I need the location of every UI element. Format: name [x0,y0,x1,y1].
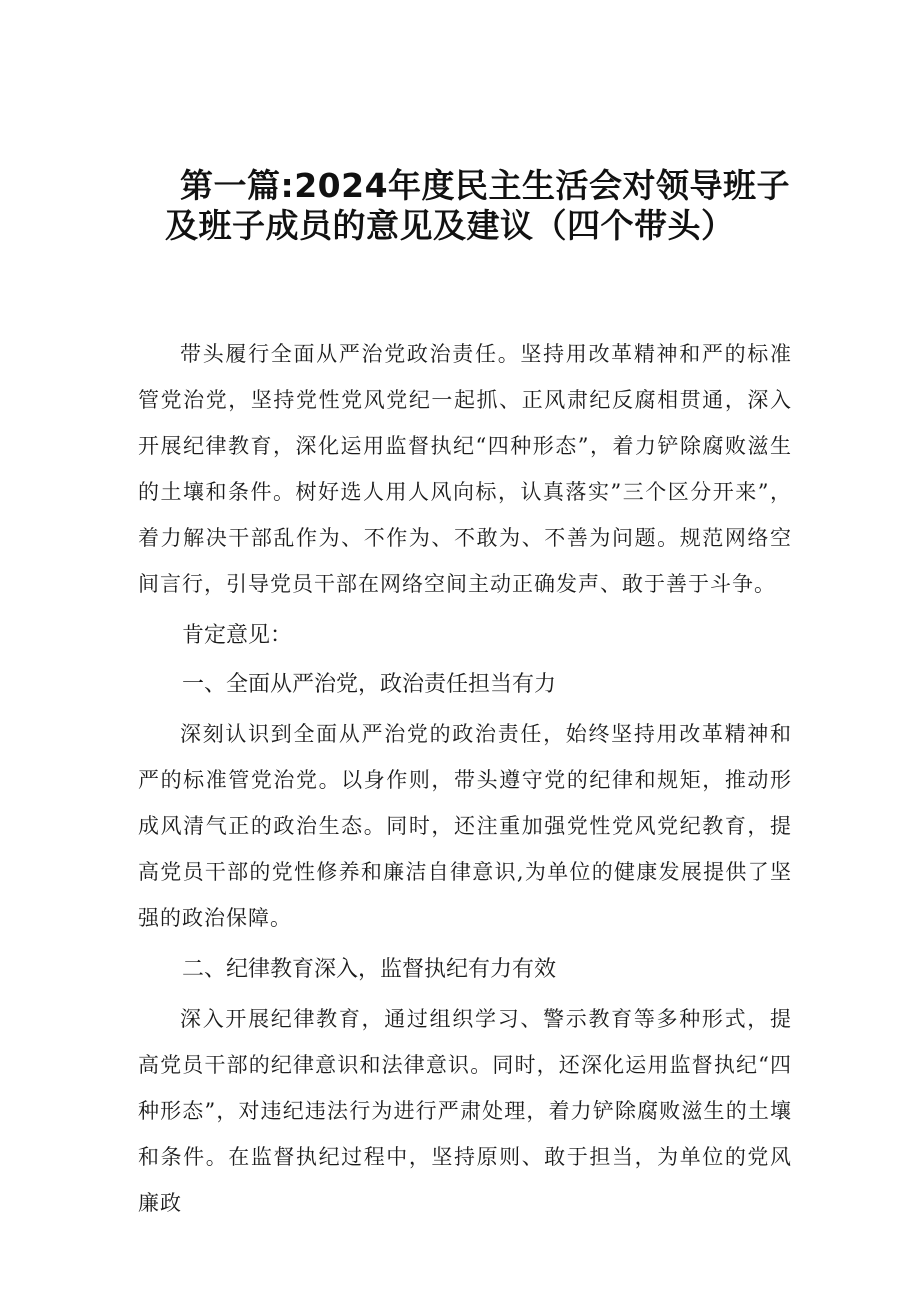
document-title-line-1: 第一篇:2024年度民主生活会对领导班子 [180,166,791,205]
document-body [138,331,792,1226]
section-2-paragraph: 深入开展纪律教育，通过组织学习、警示教育等多种形式，提高党员干部的纪律意识和法律意识。同时，还深化运用监督执纪“四种形态”，对违纪违法行为进行严肃处理，着力铲除腐败滋生的土壤和条件。在监督执纪过程中，坚持原则、敢于担当，为单位的党风廉政 [138,1007,792,1215]
section-2-heading: 二、纪律教育深入，监督执纪有力有效 [182,957,557,982]
section-1-paragraph: 深刻认识到全面从严治党的政治责任，始终坚持用改革精神和严的标准管党治党。以身作则，带头遵守党的纪律和规矩，推动形成风清气正的政治生态。同时，还注重加强党性党风党纪教育，提高党员干部的党性修养和廉洁自律意识,为单位的健康发展提供了坚强的政治保障。 [138,722,792,930]
section-1-heading: 一、全面从严治党，政治责任担当有力 [182,672,557,697]
intro-paragraph: 带头履行全面从严治党政治责任。坚持用改革精神和严的标准管党治党，坚持党性党风党纪一起抓、正风肃纪反腐相贯通，深入开展纪律教育，深化运用监督执纪“四种形态”，着力铲除腐败滋生的土壤和条件。树好选人用人风向标，认真落实”三个区分开来”，着力解决干部乱作为、不作为、不敢为、不善为问题。规范网络空间言行，引导党员干部在网络空间主动正确发声、敢于善于斗争。 [138,342,792,596]
document-title-line-2: 及班子成员的意见及建议（四个带头） [165,206,735,245]
affirm-label: 肯定意见： [182,623,293,648]
